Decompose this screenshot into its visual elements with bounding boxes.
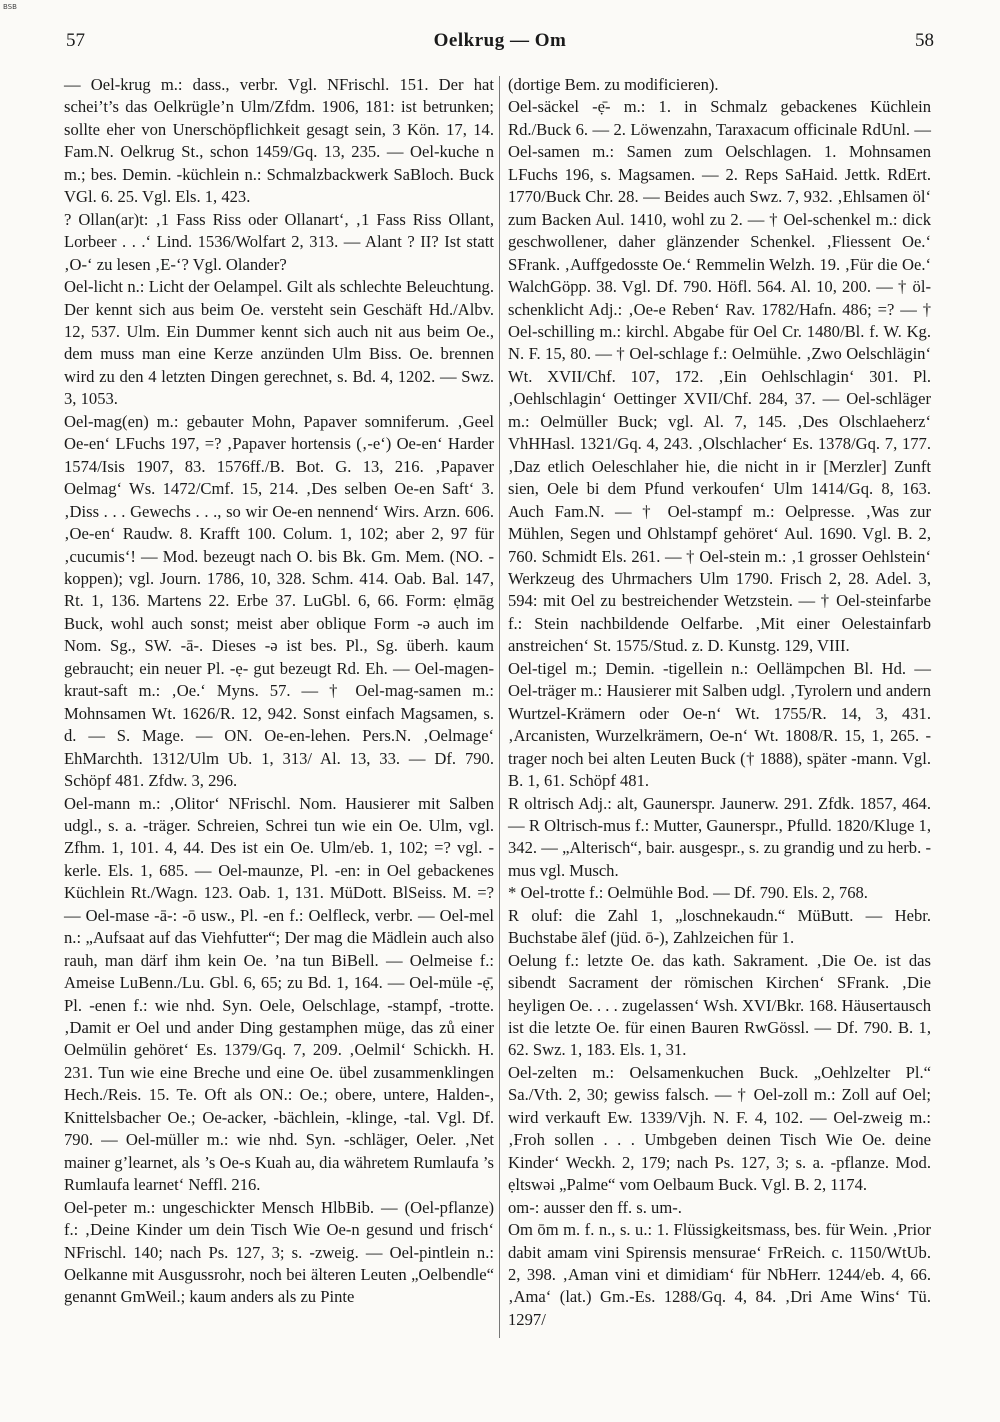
dictionary-entry: Oel-zelten m.: Oelsamenkuchen Buck. „Oehlzelter Pl.“ Sa./Vth. 2, 30; gewiss falsch. — † Oel-zoll m.: Zoll auf Oel; wird verkauft Ew. 1339/Vjh. N. F. 4, 102. — Oel-zweig m.: ‚Froh sollen . . . Umbgeben deinen Tisch Wie Oe. deine Kinder‘ Weckh. 2, 179; nach Ps. 127, 3; s. a. -pflanze. Mod. ẹltswəi „Palme“ vom Oelbaum Buck. Vgl. B. 2, 1174.	[508, 1062, 931, 1195]
dictionary-entry: Oel-säckel -ẹ̄- m.: 1. in Schmalz gebackenes Küchlein Rd./Buck 6. — 2. Löwenzahn, Taraxacum officinale RdUnl. — Oel-samen m.: Samen zum Oelschlagen. 1. Mohnsamen LFuchs 196, s. Magsamen. — 2. Reps SaHaid. Jettk. RdErt. 1770/Buck Chr. 28. — Beides auch Swz. 7, 932. ‚Ehlsamen öl‘ zum Backen Aul. 1410, wohl zu 2. — † Oel-schenkel m.: dick geschwollener, daher glänzender Schenkel. ‚Fliessent Oe.‘ SFrank. ‚Auffgedosste Oe.‘ Remmelin Welzh. 19. ‚Für die Oe.‘ WalchGöpp. 38. Vgl. Df. 790. Höfl. 564. Al. 10, 200. — † öl-schenklicht Adj.: ‚Oe-e Reben‘ Rav. 1782/Hafn. 486; =? — † Oel-schilling m.: kirchl. Abgabe für Oel Cr. 1480/Bl. f. W. Kg. N. F. 15, 80. — † Oel-schlage f.: Oelmühle. ‚Zwo Oelschlägin‘ Wt. XVII/Chf. 107, 172. ‚Ein Oehlschlagin‘ 301. Pl. ‚Oehlschlagin‘ Oettinger XVII/Chf. 284, 37. — Oel-schläger m.: Oelmüller Buck; vgl. Al. 7, 145. ‚Des Olschlaeherz‘ VhHHasl. 1321/Gq. 4, 243. ‚Olschlacher‘ Es. 1378/Gq. 7, 177. ‚Daz etlich Oeleschlaher hie, die nicht in ir [Merzler] Zunft sien, Oele bi dem Pfund verkoufen‘ Ulm 1414/Gq. 8, 163. Auch Fam.N. — † Oel-stampf m.: Oelpresse. ‚Was zur Mühlen, Segen und Ohlstampf gehöret‘ Aul. 1690. Vgl. B. 2, 760. Schmidt Els. 261. — † Oel-stein m.: ‚1 grosser Oehlstein‘ Werkzeug des Uhrmachers Ulm 1790. Frisch 2, 28. Adel. 3, 594: mit Oel zu bestreichender Wetzstein. — † Oel-steinfarbe f.: Stein nachbildende Oelfarbe. ‚Mit einer Oelestainfarb anstreichen‘ St. 1575/Stud. z. D. Kunstg. 129, VIII.	[508, 97, 931, 656]
left-column	[64, 74, 494, 1309]
library-stamp: BSB	[3, 3, 17, 11]
dictionary-entry: R oluf: die Zahl 1, „loschnekaudn.“ MüButt. — Hebr. Buchstabe ālef (jüd. ō-), Zahlzeichen für 1.	[508, 905, 931, 948]
page-header	[62, 30, 938, 60]
dictionary-entry: Oel-mann m.: ‚Olitor‘ NFrischl. Nom. Hausierer mit Salben udgl., s. a. -träger. Schreien, Schrei tun wie ein Oe. Ulm, vgl. Zfhm. 1, 101. 4, 44. Des ist ein Oe. Ulm/eb. 1, 102; =? vgl. -kerle. Els. 1, 685. — Oel-maunze, Pl. -en: in Oel gebackenes Küchlein Rt./Wagn. 123. Oab. 1, 131. MüDott. BlSeiss. M. =? — Oel-mase -ā-: -ō usw., Pl. -en f.: Oelfleck, verbr. — Oel-mel n.: „Aufsaat auf das Viehfutter“; Der mag die Mädlein auch also rauh, man därf ihm kein Oe. ’na tun BiBell. — Oelmeise f.: Ameise LuBenn./Lu. Gbl. 6, 65; zu Bd. 1, 164. — Oel-müle -ẹ̄, Pl. -enen f.: wie nhd. Syn. Oele, Oelschlage, -stampf, -trotte. ‚Damit er Oel und ander Ding gestamphen müge, das zů einer Oelmülin gehöret‘ Es. 1379/Gq. 7, 209. ‚Oelmil‘ Schickh. H. 231. Tun wie eine Breche und eine Oe. übel zusammenklingen Hech./Reis. 15. Te. Oft als ON.: Oe.; obere, untere, Halden-, Knittelsbacher Oe.; Oe-acker, -bächlein, -klinge, -tal. Vgl. Df. 790. — Oel-müller m.: wie nhd. Syn. -schläger, Oeler. ‚Net mainer g’learnet, als ’s Oe-s Kuah au, dia währetem Rumlaufa ’s Rumlaufa learnet‘ Neffl. 216.	[64, 793, 494, 1195]
dictionary-entry: ? Ollan(ar)t: ‚1 Fass Riss oder Ollanart‘, ‚1 Fass Riss Ollant, Lorbeer . . .‘ Lind. 1536/Wolfart 2, 313. — Alant ? II? Ist statt ‚O-‘ zu lesen ‚E-‘? Vgl. Olander?	[64, 209, 494, 274]
dictionary-entry: Oel-mag(en) m.: gebauter Mohn, Papaver somniferum. ‚Geel Oe-en‘ LFuchs 197, =? ‚Papaver hortensis (‚-e‘) Oe-en‘ Harder 1574/Isis 1907, 83. 1576ff./B. Bot. G. 13, 216. ‚Papaver Oelmag‘ Ws. 1472/Cmf. 15, 214. ‚Des selben Oe-en Saft‘ 3. ‚Diss . . . Gewechs . . ., so wir Oe-en nennend‘ Wirs. Arzn. 606. ‚Oe-en‘ Raudw. 8. Krafft 100. Colum. 1, 102; aber 2, 97 für ‚cucumis‘! — Mod. bezeugt nach O. bis Bk. Gm. Mem. (NO. -koppen); vgl. Journ. 1786, 10, 328. Schm. 414. Oab. Bal. 147, Rt. 1, 136. Martens 22. Erbe 37. LuGbl. 6, 66. Form: ẹlmāg Buck, wohl auch sonst; meist aber oblique Form -ə auch im Nom. Sg., SW. -ā-. Dieses -ə ist bes. Pl., Sg. überh. kaum gebraucht; ein neuer Pl. -ẹ- gut bezeugt Rd. Eh. — Oel-magen-kraut-saft m.: ‚Oe.‘ Myns. 57. — † Oel-mag-samen m.: Mohnsamen Wt. 1626/R. 12, 942. Sonst einfach Magsamen, s. d. — S. Mage. — ON. Oe-en-lehen. Pers.N. ‚Oelmage‘ EhMarchth. 1312/Ulm Ub. 1, 313/ Al. 13, 33. — Df. 790. Schöpf 481. Zfdw. 3, 296.	[64, 411, 494, 791]
dictionary-entry: — Oel-krug m.: dass., verbr. Vgl. NFrischl. 151. Der hat schei’t’s das Oelkrügle’n Ulm/Zfdm. 1906, 181: ist betrunken; sollte eher von Unerschöpflichkeit gesagt sein, 3 Kön. 17, 14. Fam.N. Oelkrug St., schon 1459/Gq. 13, 235. — Oel-kuche n m.; bes. Demin. -küchlein n.: Schmalzbackwerk SaBloch. Buck VGl. 6. 25. Vgl. Els. 1, 423.	[64, 75, 494, 207]
dictionary-entry: Oel-peter m.: ungeschickter Mensch HlbBib. — (Oel-pflanze) f.: ‚Deine Kinder um dein Tisch Wie Oe-n gesund und frisch‘ NFrischl. 140; nach Ps. 127, 3; s. -zweig. — Oel-pintlein n.: Oelkanne mit Ausgussrohr, noch bei älteren Leuten „Oelbendle“ genannt GmWeil.; kaum anders als zu Pinte	[64, 1197, 494, 1307]
running-title: Oelkrug — Om	[433, 30, 567, 51]
dictionary-entry: R oltrisch Adj.: alt, Gaunerspr. Jaunerw. 291. Zfdk. 1857, 464. — R Oltrisch-mus f.: Mutter, Gaunerspr., Pfulld. 1820/Kluge 1, 342. — „Alterisch“, bair. ausgespr., s. zu grandig und zu herb. -mus vgl. Musch.	[508, 793, 931, 880]
page-number-left: 57	[66, 30, 85, 51]
dictionary-entry: * Oel-trotte f.: Oelmühle Bod. — Df. 790. Els. 2, 768.	[508, 883, 868, 903]
dictionary-entry: Oel-tigel m.; Demin. -tigellein n.: Oellämpchen Bl. Hd. — Oel-träger m.: Hausierer mit Salben udgl. ‚Tyrolern und andern Wurtzel-Krämern oder Oe-n‘ Wt. 1755/R. 14, 3, 431. ‚Arcanisten, Wurzelkrämern, Oe-n‘ Wt. 1808/R. 15, 1, 265. -trager noch bei alten Leuten Buck († 1888), später -mann. Vgl. B. 1, 61. Schöpf 481.	[508, 658, 931, 791]
dictionary-entry: Oelung f.: letzte Oe. das kath. Sakrament. ‚Die Oe. ist das sibendt Sacrament der römischen Kirchen‘ SFrank. ‚Die heyligen Oe. . . . zugelassen‘ Wsh. XVI/Bkr. 168. Häusertausch ist die letzte Oe. für einen Bauren RwGössl. — Df. 790. B. 1, 62. Swz. 1, 183. Els. 1, 31.	[508, 950, 931, 1060]
page-number-right: 58	[915, 30, 934, 51]
dictionary-entry: Om ōm m. f. n., s. u.: 1. Flüssigkeitsmass, bes. für Wein. ‚Prior dabit amam vini Spirensis mensurae‘ FrReich. c. 1150/WtUb. 2, 398. ‚Aman vini et dimidiam‘ für NbHerr. 1244/eb. 4, 66. ‚Ama‘ (lat.) Gm.-Es. 1288/Gq. 4, 84. ‚Dri Ame Wins‘ Tü. 1297/	[508, 1220, 931, 1329]
dictionary-entry: om-: ausser den ff. s. um-.	[508, 1197, 682, 1217]
dictionary-entry: Oel-licht n.: Licht der Oelampel. Gilt als schlechte Beleuchtung. Der kennt sich aus beim Oe. versteht sein Geschäft Hd./Albv. 12, 537. Ulm. Ein Dummer kennt sich auch nit aus beim Oe., dem muss man eine Kerze anzünden Ulm Biss. Oe. brennen wird zu den 4 letzten Dingen gerechnet, s. Bd. 4, 1202. — Swz. 3, 1053.	[64, 277, 494, 409]
dictionary-entry: (dortige Bem. zu modificieren).	[508, 75, 719, 94]
column-divider	[499, 76, 500, 1338]
right-column	[508, 74, 931, 1331]
